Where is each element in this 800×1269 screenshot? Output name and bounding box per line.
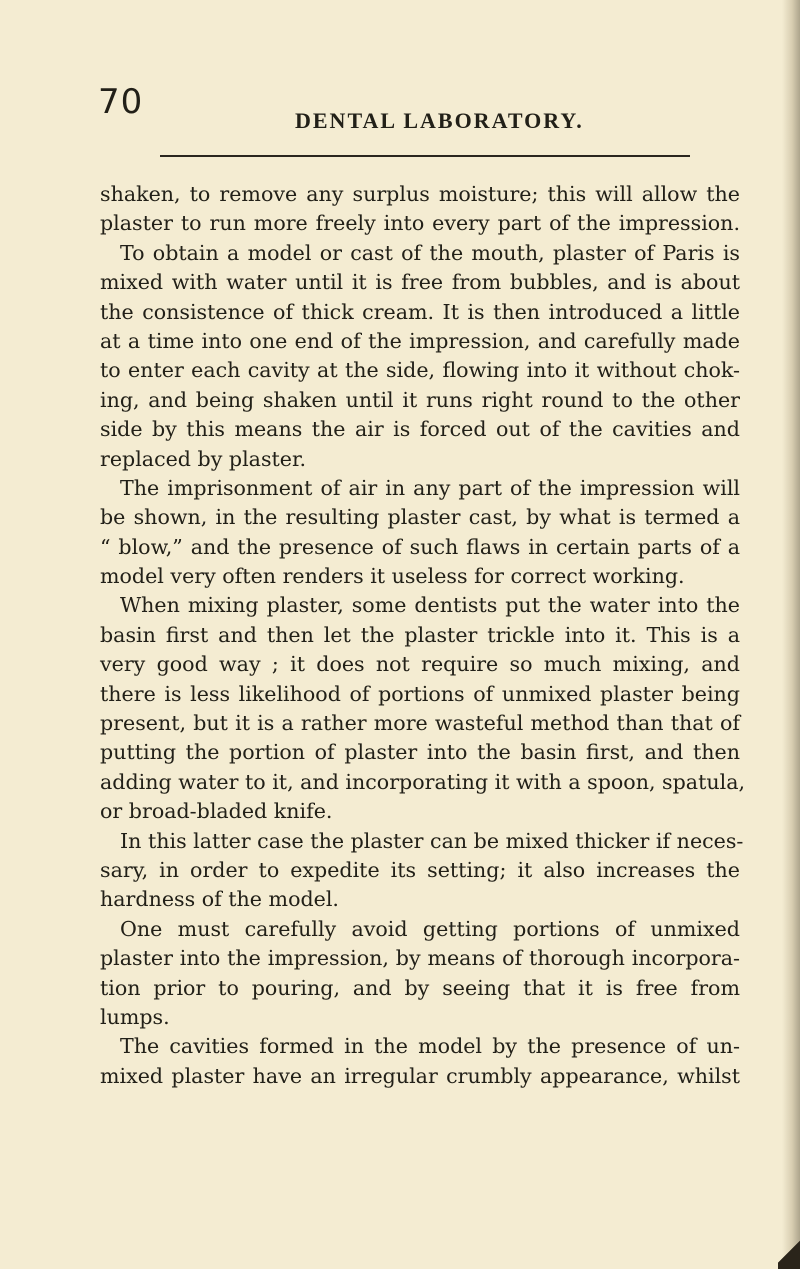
text-line: putting the portion of plaster into the basin first, and then (100, 740, 740, 765)
body-text (100, 180, 746, 1091)
text-line: the consistence of thick cream. It is then introduced a little (100, 299, 740, 324)
text-line: basin first and then let the plaster trickle into it. This is a (100, 622, 740, 647)
text-line: there is less likelihood of portions of unmixed plaster being (100, 681, 740, 706)
running-head: DENTAL LABORATORY. (295, 108, 584, 133)
text-line: When mixing plaster, some dentists put the water into the (120, 593, 740, 618)
text-line: side by this means the air is forced out of the cavities and (100, 417, 740, 442)
text-line: adding water to it, and incorporating it with a spoon, spatula, (100, 769, 746, 794)
text-line: hardness of the model. (100, 887, 339, 912)
text-line: “ blow,” and the presence of such flaws in certain parts of a (100, 534, 740, 559)
text-line: present, but it is a rather more wasteful method than that of (100, 711, 740, 736)
text-line: to enter each cavity at the side, flowing into it without chok- (100, 358, 740, 383)
text-line: In this latter case the plaster can be mixed thicker if neces- (120, 828, 744, 853)
text-line: plaster into the impression, by means of thorough incorpora- (100, 946, 740, 971)
text-line: shaken, to remove any surplus moisture; this will allow the (100, 182, 740, 206)
text-line: very good way ; it does not require so much mixing, and (100, 652, 740, 677)
page-edge-shadow (782, 0, 800, 1269)
text-line: To obtain a model or cast of the mouth, plaster of Paris is (120, 240, 740, 265)
text-line: model very often renders it useless for correct working. (100, 564, 685, 589)
text-line: lumps. (100, 1004, 170, 1029)
text-line: sary, in order to expedite its setting; it also increases the (100, 857, 740, 882)
text-line: plaster to run more freely into every part of the impression. (100, 211, 740, 236)
page-corner (778, 1239, 800, 1269)
text-line: One must carefully avoid getting portions of unmixed (120, 916, 740, 941)
text-line: or broad-bladed knife. (100, 799, 333, 824)
header-rule (160, 155, 690, 157)
text-line: be shown, in the resulting plaster cast, by what is termed a (100, 505, 740, 530)
text-line: mixed plaster have an irregular crumbly appearance, whilst (100, 1063, 740, 1088)
text-line: The imprisonment of air in any part of the impression will (120, 475, 740, 500)
text-line: at a time into one end of the impression, and carefully made (100, 328, 740, 353)
text-line: replaced by plaster. (100, 446, 307, 471)
text-line: ing, and being shaken until it runs right round to the other (100, 387, 740, 412)
page-number: 70 (98, 82, 144, 122)
text-line: mixed with water until it is free from bubbles, and is about (100, 270, 740, 295)
text-line: tion prior to pouring, and by seeing that it is free from (100, 975, 740, 1000)
text-line: The cavities formed in the model by the presence of un- (120, 1034, 740, 1059)
